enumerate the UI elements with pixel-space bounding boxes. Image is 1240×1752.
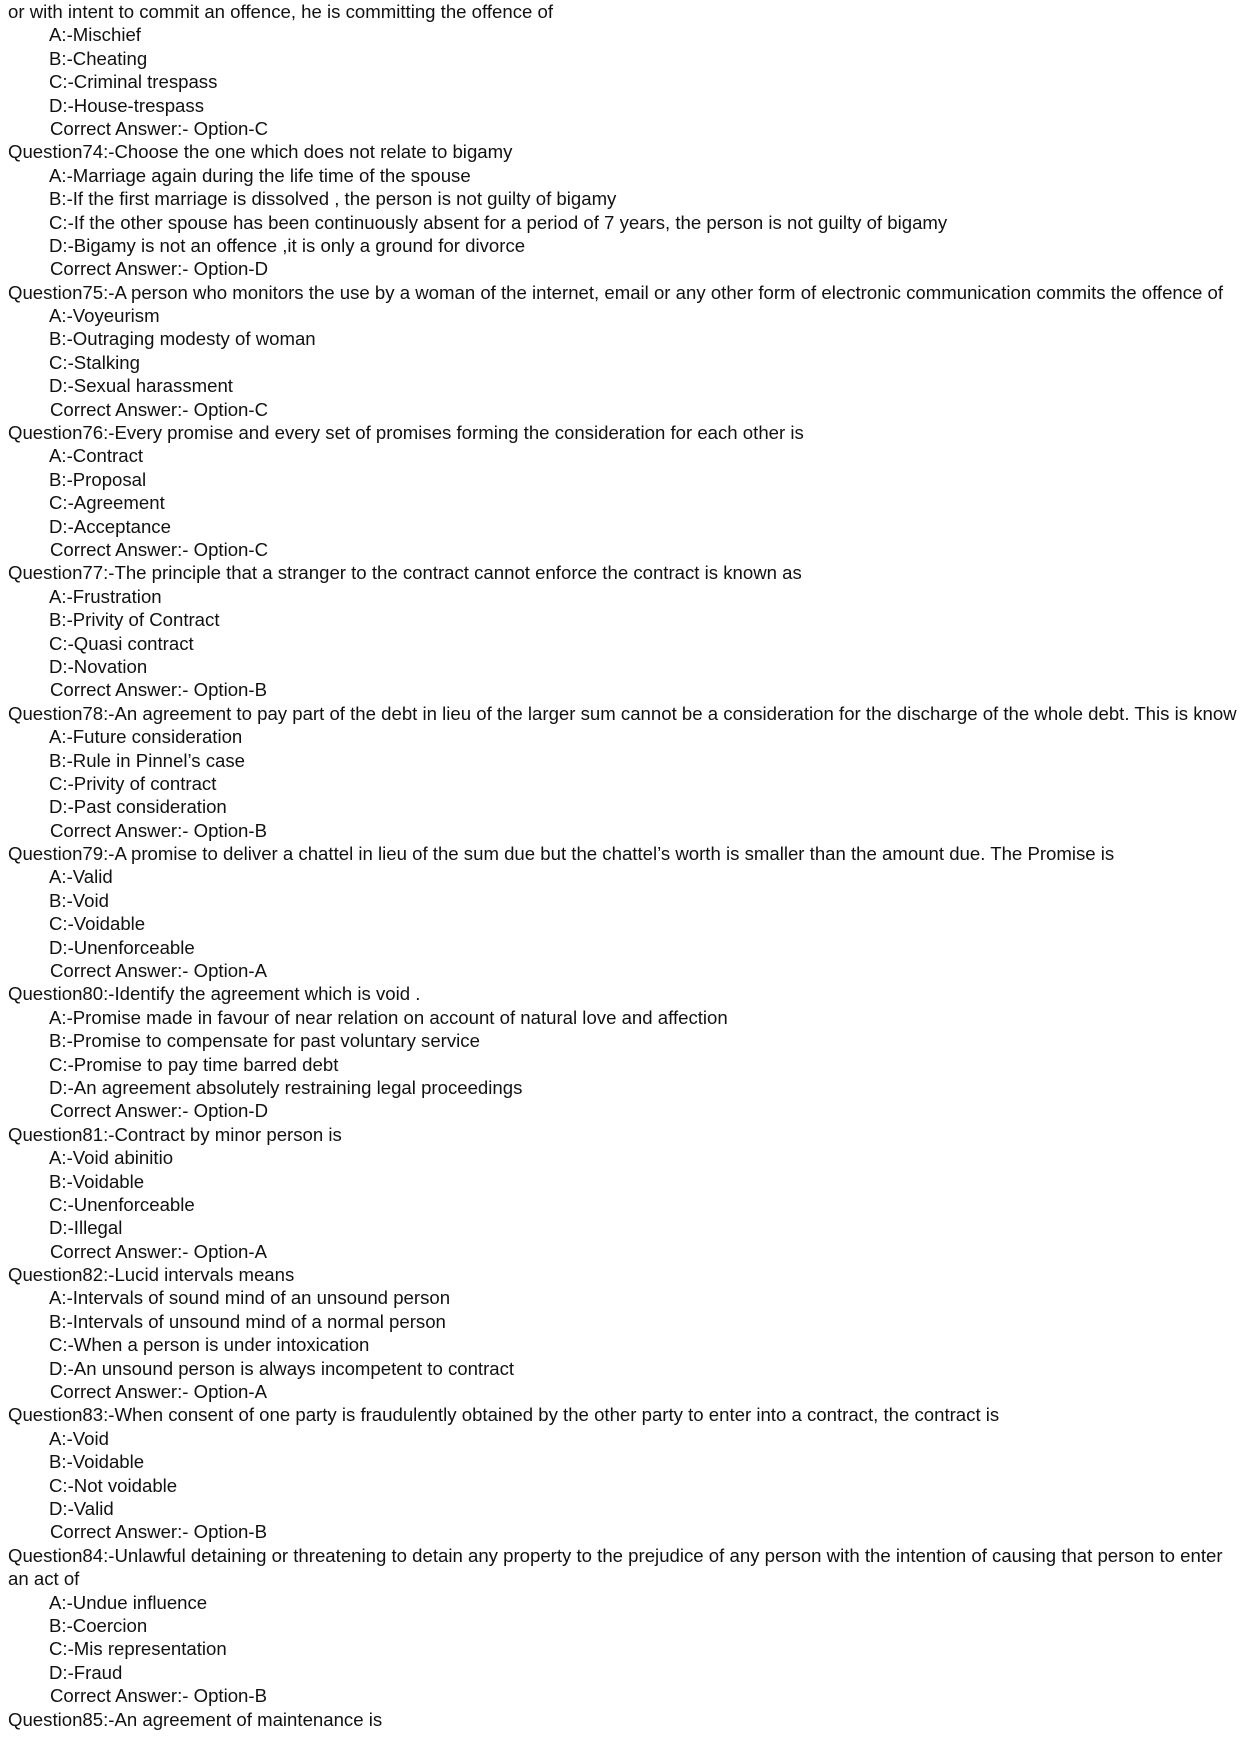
question-text: Question80:-Identify the agreement which is void . — [8, 983, 421, 1005]
question-text: Question83:-When consent of one party is fraudulently obtained by the other party to enter into a contract, the contract is — [8, 1404, 1000, 1426]
correct-answer: Correct Answer:- Option-C — [50, 398, 269, 420]
option-d: D:-Acceptance — [49, 515, 171, 537]
option-d: D:-Past consideration — [49, 796, 227, 818]
option-c: C:-When a person is under intoxication — [49, 1334, 370, 1356]
option-b: B:-Coercion — [49, 1614, 148, 1636]
option-b: B:-Outraging modesty of woman — [49, 328, 316, 350]
option-b: B:-Voidable — [49, 1451, 145, 1473]
document-body — [8, 0, 1240, 1731]
correct-answer: Correct Answer:- Option-B — [50, 1521, 267, 1543]
option-d: D:-Valid — [49, 1498, 114, 1519]
option-a: A:-Valid — [49, 866, 113, 888]
question-text: Question75:-A person who monitors the use by a woman of the internet, email or any other form of electronic communication commits the offence of — [8, 281, 1224, 303]
question-lead-in: or with intent to commit an offence, he is committing the offence of — [8, 1, 554, 22]
option-d: D:-Fraud — [49, 1661, 123, 1683]
question-text: Question78:-An agreement to pay part of the debt in lieu of the larger sum cannot be a consideration for the discharge of the whole debt. This is know — [8, 702, 1237, 724]
option-c: C:-Unenforceable — [49, 1193, 195, 1215]
question-text: Question77:-The principle that a stranger to the contract cannot enforce the contract is known as — [8, 562, 802, 584]
option-b: B:-Intervals of unsound mind of a normal person — [49, 1310, 446, 1332]
question-text: Question82:-Lucid intervals means — [8, 1264, 295, 1286]
correct-answer: Correct Answer:- Option-C — [50, 117, 269, 139]
question-text-continued: an act of — [8, 1568, 80, 1590]
option-a: A:-Undue influence — [49, 1591, 208, 1613]
option-c: C:-Stalking — [49, 351, 140, 373]
option-c: C:-Privity of contract — [49, 772, 217, 794]
option-b: B:-Privity of Contract — [49, 609, 220, 631]
option-c: C:-Not voidable — [49, 1474, 178, 1496]
option-a: A:-Void abinitio — [49, 1147, 174, 1169]
option-a: A:-Marriage again during the life time of the spouse — [49, 164, 471, 186]
question-text: Question74:-Choose the one which does not relate to bigamy — [8, 141, 513, 163]
option-d: D:-Novation — [49, 655, 148, 677]
option-a: A:-Frustration — [49, 585, 162, 607]
option-d: D:-Unenforceable — [49, 936, 195, 958]
option-a: A:-Voyeurism — [49, 305, 160, 327]
correct-answer: Correct Answer:- Option-A — [50, 1381, 267, 1403]
option-a: A:-Mischief — [49, 24, 141, 46]
option-d: D:-Bigamy is not an offence ,it is only a ground for divorce — [49, 234, 526, 256]
correct-answer: Correct Answer:- Option-B — [50, 1685, 267, 1707]
correct-answer: Correct Answer:- Option-A — [50, 1240, 267, 1262]
option-c: C:-Agreement — [49, 492, 165, 514]
option-b: B:-Void — [49, 889, 109, 911]
correct-answer: Correct Answer:- Option-D — [50, 1100, 269, 1122]
correct-answer: Correct Answer:- Option-B — [50, 679, 267, 701]
correct-answer: Correct Answer:- Option-B — [50, 819, 267, 841]
option-d: D:-House-trespass — [49, 94, 204, 116]
option-a: A:-Intervals of sound mind of an unsound person — [49, 1287, 451, 1309]
question-text: Question85:-An agreement of maintenance is — [8, 1708, 383, 1730]
question-text: Question76:-Every promise and every set of promises forming the consideration for each other is — [8, 422, 804, 444]
option-c: C:-If the other spouse has been continuously absent for a period of 7 years, the person is not guilty of bigamy — [49, 211, 948, 233]
option-b: B:-Voidable — [49, 1170, 145, 1192]
option-a: A:-Future consideration — [49, 726, 243, 748]
option-d: D:-An unsound person is always incompetent to contract — [49, 1357, 515, 1379]
option-a: A:-Promise made in favour of near relation on account of natural love and affection — [49, 1006, 728, 1028]
option-d: D:-An agreement absolutely restraining legal proceedings — [49, 1076, 523, 1098]
question-text: Question84:-Unlawful detaining or threatening to detain any property to the prejudice of any person with the intention of causing that person to enter — [8, 1544, 1223, 1566]
option-d: D:-Illegal — [49, 1217, 123, 1239]
option-b: B:-Promise to compensate for past voluntary service — [49, 1030, 480, 1052]
option-b: B:-Rule in Pinnel’s case — [49, 749, 246, 771]
option-b: B:-Cheating — [49, 47, 148, 69]
option-a: A:-Void — [49, 1427, 109, 1449]
question-text: Question81:-Contract by minor person is — [8, 1123, 342, 1145]
option-c: C:-Mis representation — [49, 1638, 227, 1660]
option-b: B:-If the first marriage is dissolved , the person is not guilty of bigamy — [49, 188, 617, 210]
correct-answer: Correct Answer:- Option-A — [50, 960, 267, 982]
option-c: C:-Criminal trespass — [49, 71, 218, 93]
option-a: A:-Contract — [49, 445, 144, 467]
option-c: C:-Voidable — [49, 913, 146, 935]
option-b: B:-Proposal — [49, 468, 147, 490]
option-d: D:-Sexual harassment — [49, 375, 233, 397]
option-c: C:-Promise to pay time barred debt — [49, 1053, 339, 1075]
correct-answer: Correct Answer:- Option-D — [50, 258, 269, 280]
option-c: C:-Quasi contract — [49, 632, 194, 654]
question-text: Question79:-A promise to deliver a chattel in lieu of the sum due but the chattel’s worth is smaller than the amount due. The Promise is — [8, 843, 1115, 865]
correct-answer: Correct Answer:- Option-C — [50, 538, 269, 560]
